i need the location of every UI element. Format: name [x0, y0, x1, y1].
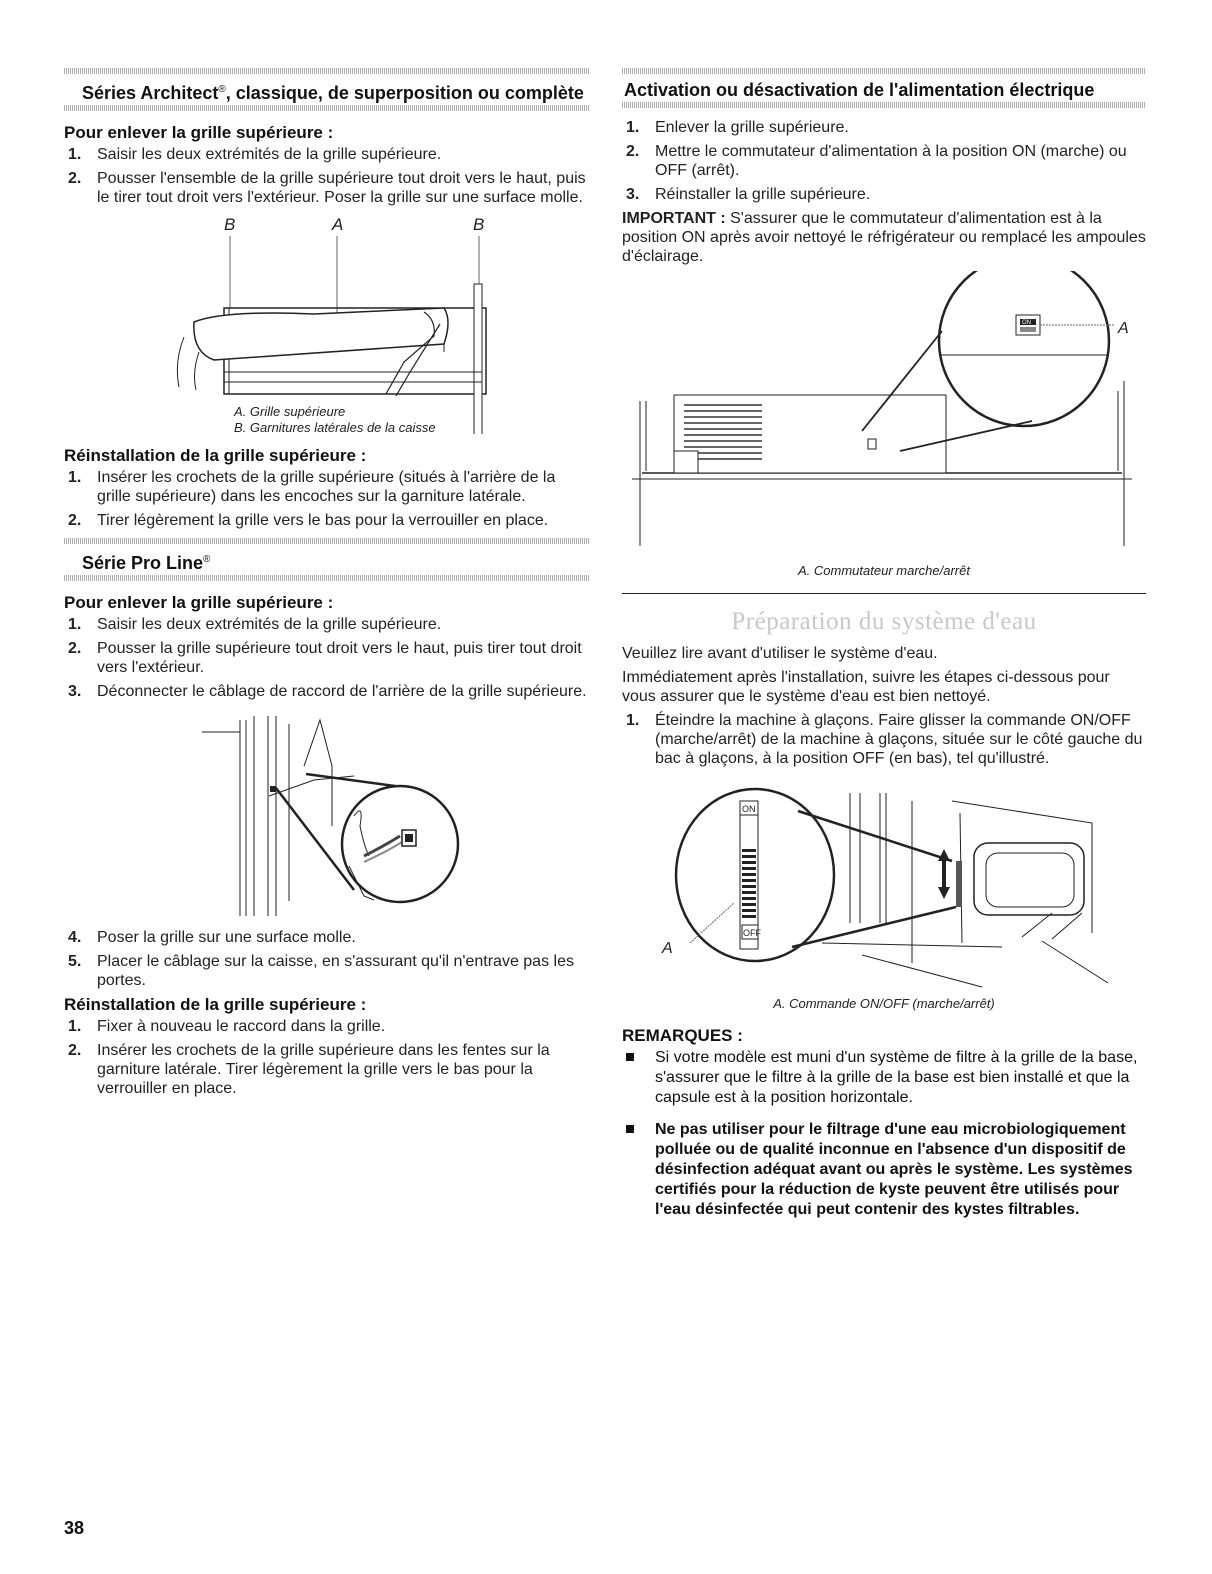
remove2-steps	[64, 615, 590, 701]
ice-label-a: A	[662, 940, 673, 957]
caption-b: B. Garnitures latérales de la caisse	[234, 420, 436, 434]
remove2-steps-after	[64, 928, 590, 990]
reinstall2-steps	[64, 1017, 590, 1098]
wiring-illustration	[64, 706, 590, 928]
list-item: 3. Réinstaller la grille supérieure.	[626, 186, 871, 203]
section-divider	[64, 68, 590, 74]
label-a: A	[1118, 320, 1129, 337]
bullet-icon	[626, 1053, 634, 1061]
ice-off-text: OFF	[743, 928, 761, 938]
ice-on-text: ON	[742, 804, 756, 814]
list-item: 1. Saisir les deux extrémités de la grille supérieure.	[68, 146, 442, 163]
water-intro-2: Immédiatement après l'installation, suivre les étapes ci-dessous pour vous assurer que le système d'eau est bien nettoyé.	[622, 669, 1110, 705]
list-item: 2. Insérer les crochets de la grille supérieure dans les fentes sur la garniture latérale. Tirer légèrement la grille vers le bas pour la verrouiller en place.	[68, 1042, 550, 1097]
water-intro-1: Veuillez lire avant d'utiliser le système d'eau.	[622, 645, 938, 662]
list-item: 2. Tirer légèrement la grille vers le bas pour la verrouiller en place.	[68, 512, 549, 529]
ice-caption: A. Commande ON/OFF (marche/arrêt)	[773, 996, 995, 1011]
water-section-title: Préparation du système d'eau	[731, 608, 1037, 635]
grille-removal-illustration	[64, 212, 590, 434]
important-note: IMPORTANT : S'assurer que le commutateur d'alimentation est à la position ON après avoir nettoyé le réfrigérateur ou remplacé les ampoules d'éclairage.	[622, 210, 1146, 265]
power-switch-illustration	[622, 271, 1146, 593]
ice-control-illustration	[622, 773, 1146, 993]
list-item: Ne pas utiliser pour le filtrage d'une eau microbiologiquement polluée ou de qualité inconnue en l'absence d'un dispositif de désinfection adéquat avant ou après le système. Les systèmes certifiés pour la réduction de kyste peuvent être utilisés pour l'eau désinfectée qui peut contenir des kystes filtrables.	[622, 1120, 1146, 1220]
bullet-icon	[626, 1125, 634, 1133]
section-title-proline: Série Pro Line®	[82, 553, 211, 573]
power-steps	[622, 118, 1146, 204]
figure-wiring	[64, 706, 590, 928]
list-item: 1. Insérer les crochets de la grille supérieure (situés à l'arrière de la grille supérieure) dans les encoches sur la garniture latérale.	[68, 469, 556, 505]
remarques-list	[622, 1048, 1146, 1220]
remove-heading: Pour enlever la grille supérieure :	[64, 123, 334, 142]
right-column	[622, 68, 1146, 1232]
water-steps	[622, 711, 1146, 768]
list-item: 1. Éteindre la machine à glaçons. Faire glisser la commande ON/OFF (marche/arrêt) de la machine à glaçons, située sur le côté gauche du bac à glaçons, à la position OFF (en bas), tel qu'illustré.	[626, 712, 1143, 767]
list-item: 2. Pousser la grille supérieure tout droit vers le haut, puis tirer tout droit vers l'extérieur.	[68, 640, 582, 676]
section-rule	[622, 593, 1146, 594]
section-divider	[64, 105, 590, 111]
list-item: 1. Fixer à nouveau le raccord dans la grille.	[68, 1018, 386, 1035]
figure-power-switch	[622, 271, 1146, 593]
section-title-architect: Séries Architect®, classique, de superposition ou complète	[82, 83, 584, 103]
left-column	[64, 68, 590, 1103]
caption-a: A. Grille supérieure	[234, 404, 346, 419]
label-b-left: B	[224, 215, 236, 234]
section-divider	[64, 538, 590, 544]
reinstall-heading: Réinstallation de la grille supérieure :	[64, 446, 367, 465]
list-item: 1. Enlever la grille supérieure.	[626, 119, 849, 136]
list-item: 1. Saisir les deux extrémités de la grille supérieure.	[68, 616, 442, 633]
figure-grille-removal	[64, 212, 590, 434]
list-item: 4. Poser la grille sur une surface molle.	[68, 929, 356, 946]
switch-on-text: ON	[1022, 320, 1031, 326]
remarques-heading: REMARQUES :	[622, 1026, 743, 1045]
figure-caption: A. Commutateur marche/arrêt	[798, 563, 970, 578]
reinstall-steps	[64, 468, 590, 530]
remove2-heading: Pour enlever la grille supérieure :	[64, 593, 334, 612]
remove-steps	[64, 145, 590, 207]
page-number: 38	[64, 1518, 85, 1538]
label-b-right: B	[473, 215, 485, 234]
section-divider	[622, 68, 1146, 74]
list-item: 2. Mettre le commutateur d'alimentation à la position ON (marche) ou OFF (arrêt).	[626, 143, 1127, 179]
list-item: Si votre modèle est muni d'un système de filtre à la grille de la base, s'assurer que le filtre à la grille de la base est bien installé et que la capsule est à la position horizontale.	[622, 1048, 1146, 1108]
section-divider	[64, 575, 590, 581]
list-item: 2. Pousser l'ensemble de la grille supérieure tout droit vers le haut, puis le tirer tout droit vers l'extérieur. Poser la grille sur une surface molle.	[68, 170, 586, 206]
list-item: 5. Placer le câblage sur la caisse, en s'assurant qu'il n'entrave pas les portes.	[68, 953, 574, 989]
reinstall2-heading: Réinstallation de la grille supérieure :	[64, 995, 367, 1014]
section-divider	[622, 102, 1146, 108]
section-title-power: Activation ou désactivation de l'alimentation électrique	[624, 80, 1095, 100]
figure-ice-control	[622, 773, 1146, 993]
list-item: 3. Déconnecter le câblage de raccord de l'arrière de la grille supérieure.	[68, 683, 587, 700]
label-a: A	[332, 215, 344, 234]
